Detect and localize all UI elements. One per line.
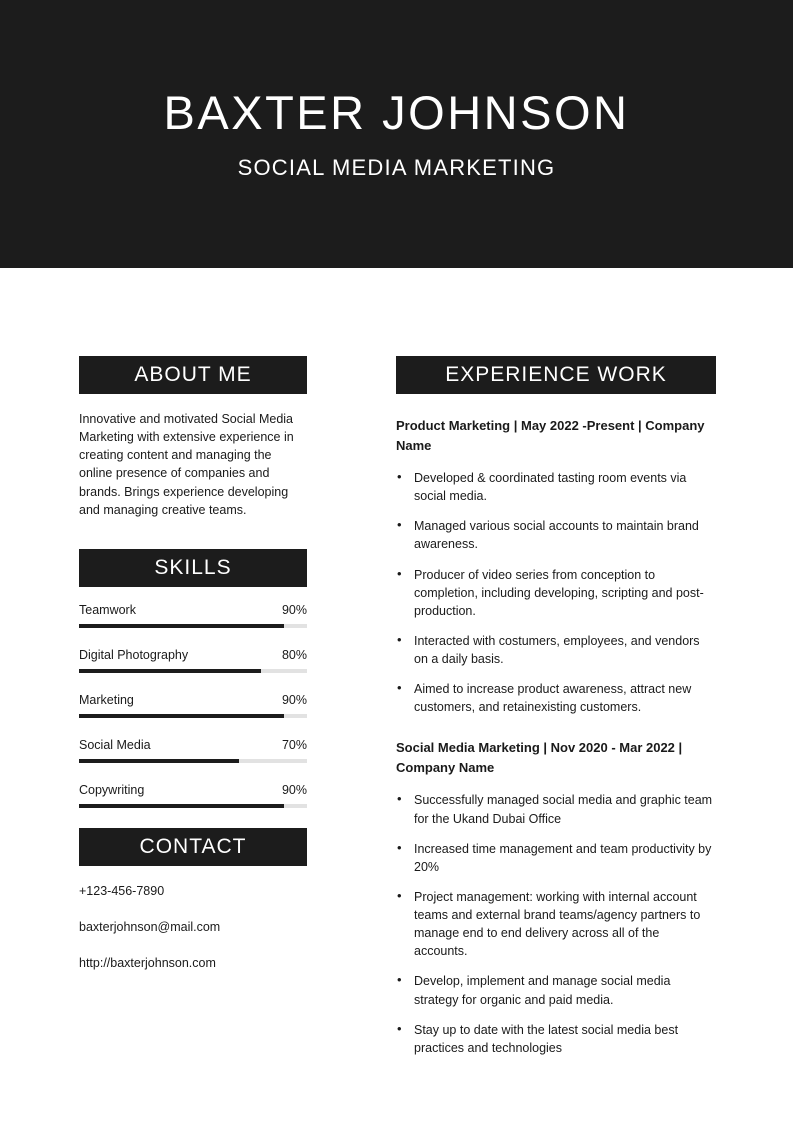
contact-phone: +123-456-7890 [79, 883, 165, 898]
skill-item [79, 603, 307, 628]
skill-fill [79, 669, 261, 673]
job-bullet: • Successfully managed social media and graphic team for the Ukand Dubai Office [396, 791, 716, 827]
job-title: Product Marketing | May 2022 -Present | Company Name [396, 418, 705, 453]
skill-label: Social Media [79, 737, 151, 752]
skill-value: 90% [281, 782, 307, 797]
contact-website[interactable]: http://baxterjohnson.com [79, 955, 216, 970]
job-bullet: • Aimed to increase product awareness, attract new customers, and retainexisting customers. [396, 680, 716, 716]
contact-email[interactable]: baxterjohnson@mail.com [79, 919, 221, 934]
job-bullets [396, 469, 716, 716]
candidate-role: SOCIAL MEDIA MARKETING [237, 154, 556, 180]
skill-track [79, 624, 307, 628]
skill-label: Teamwork [79, 602, 136, 617]
job-bullet: • Project management: working with internal account teams and external brand teams/agency partners to manage end to end delivery across all of the accounts. [396, 888, 716, 961]
skill-track [79, 669, 307, 673]
skill-item [79, 738, 307, 763]
skill-item [79, 783, 307, 808]
skills-section-title: SKILLS [79, 549, 307, 587]
left-column [79, 356, 307, 992]
job-bullets [396, 791, 716, 1057]
about-text: Innovative and motivated Social Media Marketing with extensive experience in creating content and managing the online presence of companies and brands. Brings experience developing and managing creative teams. [79, 412, 294, 517]
skill-label: Digital Photography [79, 647, 189, 662]
contact-section-title: CONTACT [79, 828, 307, 866]
skill-fill [79, 624, 284, 628]
skill-label: Copywriting [79, 782, 145, 797]
experience-item [396, 738, 716, 1057]
job-bullet: • Interacted with costumers, employees, and vendors on a daily basis. [396, 632, 716, 668]
skill-value: 70% [281, 737, 307, 752]
about-section-title: ABOUT ME [79, 356, 307, 394]
skill-label: Marketing [79, 692, 134, 707]
candidate-name: BAXTER JOHNSON [163, 86, 630, 140]
job-bullet: • Develop, implement and manage social media strategy for organic and paid media. [396, 972, 716, 1008]
job-bullet: • Producer of video series from conception to completion, including developing, scripting and post-production. [396, 566, 716, 620]
skill-track [79, 804, 307, 808]
job-bullet: • Stay up to date with the latest social media best practices and technologies [396, 1021, 716, 1057]
job-title: Social Media Marketing | Nov 2020 - Mar 2022 | Company Name [396, 740, 683, 775]
job-bullet: • Increased time management and team productivity by 20% [396, 840, 716, 876]
skills-list [79, 603, 307, 808]
skill-item [79, 648, 307, 673]
job-bullet: • Managed various social accounts to maintain brand awareness. [396, 517, 716, 553]
resume-header [0, 0, 793, 268]
skill-fill [79, 714, 284, 718]
skill-value: 80% [281, 647, 307, 662]
skill-track [79, 759, 307, 763]
job-bullet: • Developed & coordinated tasting room events via social media. [396, 469, 716, 505]
skill-item [79, 693, 307, 718]
experience-item [396, 416, 716, 716]
skill-fill [79, 804, 284, 808]
skill-value: 90% [281, 692, 307, 707]
skill-track [79, 714, 307, 718]
skill-value: 90% [281, 602, 307, 617]
contact-list [79, 884, 307, 970]
right-column [396, 356, 716, 1069]
skill-fill [79, 759, 239, 763]
experience-section-title: EXPERIENCE WORK [396, 356, 716, 394]
